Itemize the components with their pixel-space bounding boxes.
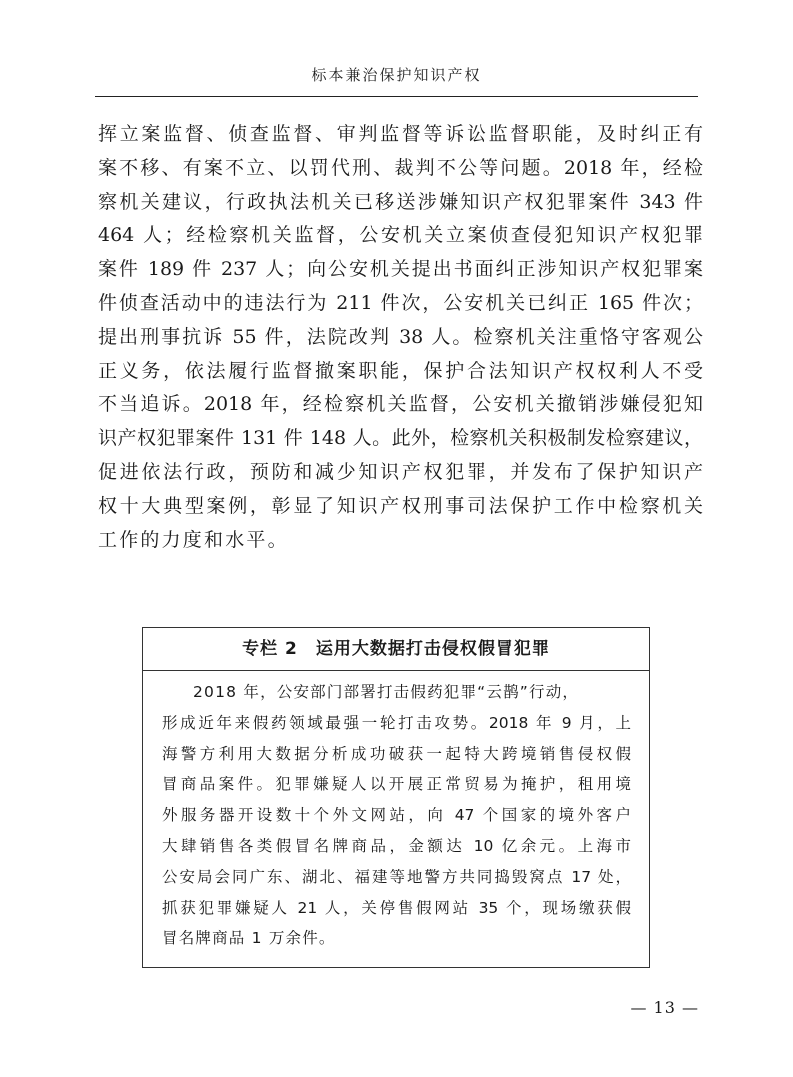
sidebar-line: 大肆销售各类假冒名牌商品，金额达 10 亿余元。上海市 bbox=[162, 836, 631, 855]
body-line: 案件 189 件 237 人；向公安机关提出书面纠正涉知识产权犯罪案 bbox=[98, 258, 703, 281]
body-line: 提出刑事抗诉 55 件，法院改判 38 人。检察机关注重恪守客观公 bbox=[98, 325, 703, 348]
body-line: 正义务，依法履行监督撤案职能，保护合法知识产权权利人不受 bbox=[98, 359, 703, 382]
body-line: 案不移、有案不立、以罚代刑、裁判不公等问题。2018 年，经检 bbox=[98, 156, 703, 179]
body-line: 察机关建议，行政执法机关已移送涉嫌知识产权犯罪案件 343 件 bbox=[98, 190, 703, 213]
sidebar-body bbox=[143, 671, 649, 954]
body-text bbox=[98, 118, 703, 557]
sidebar-line: 2018 年，公安部门部署打击假药犯罪“云鹊”行动， bbox=[193, 683, 580, 701]
body-line: 工作的力度和水平。 bbox=[98, 528, 289, 551]
sidebar-line: 抓获犯罪嫌疑人 21 人，关停售假网站 35 个，现场缴获假 bbox=[162, 898, 631, 917]
body-line: 促进依法行政，预防和减少知识产权犯罪，并发布了保护知识产 bbox=[98, 460, 703, 483]
body-line: 464 人；经检察机关监督，公安机关立案侦查侵犯知识产权犯罪 bbox=[98, 224, 703, 247]
header-rule bbox=[95, 96, 698, 97]
sidebar-line: 海警方利用大数据分析成功破获一起特大跨境销售侵权假 bbox=[162, 744, 631, 763]
page-number: — 13 — bbox=[630, 998, 699, 1017]
sidebar-line: 冒名牌商品 1 万余件。 bbox=[162, 929, 336, 948]
sidebar-line: 冒商品案件。犯罪嫌疑人以开展正常贸易为掩护，租用境 bbox=[162, 775, 631, 794]
sidebar-line: 外服务器开设数十个外文网站，向 47 个国家的境外客户 bbox=[162, 806, 631, 825]
body-line: 权十大典型案例，彰显了知识产权刑事司法保护工作中检察机关 bbox=[98, 494, 703, 517]
sidebar-line: 公安局会同广东、湖北、福建等地警方共同捣毁窝点 17 处， bbox=[162, 867, 631, 886]
body-line: 挥立案监督、侦查监督、审判监督等诉讼监督职能，及时纠正有 bbox=[98, 123, 703, 145]
body-line: 不当追诉。2018 年，经检察机关监督，公安机关撤销涉嫌侵犯知 bbox=[98, 393, 703, 416]
running-header: 标本兼治保护知识产权 bbox=[311, 66, 482, 84]
sidebar-box bbox=[142, 627, 650, 968]
sidebar-line: 形成近年来假药领域最强一轮打击攻势。2018 年 9 月，上 bbox=[162, 713, 631, 732]
body-line: 件侦查活动中的违法行为 211 件次，公安机关已纠正 165 件次； bbox=[98, 291, 703, 314]
body-line: 识产权犯罪案件 131 件 148 人。此外，检察机关积极制发检察建议， bbox=[98, 427, 703, 450]
sidebar-title: 专栏 2 运用大数据打击侵权假冒犯罪 bbox=[143, 628, 649, 671]
